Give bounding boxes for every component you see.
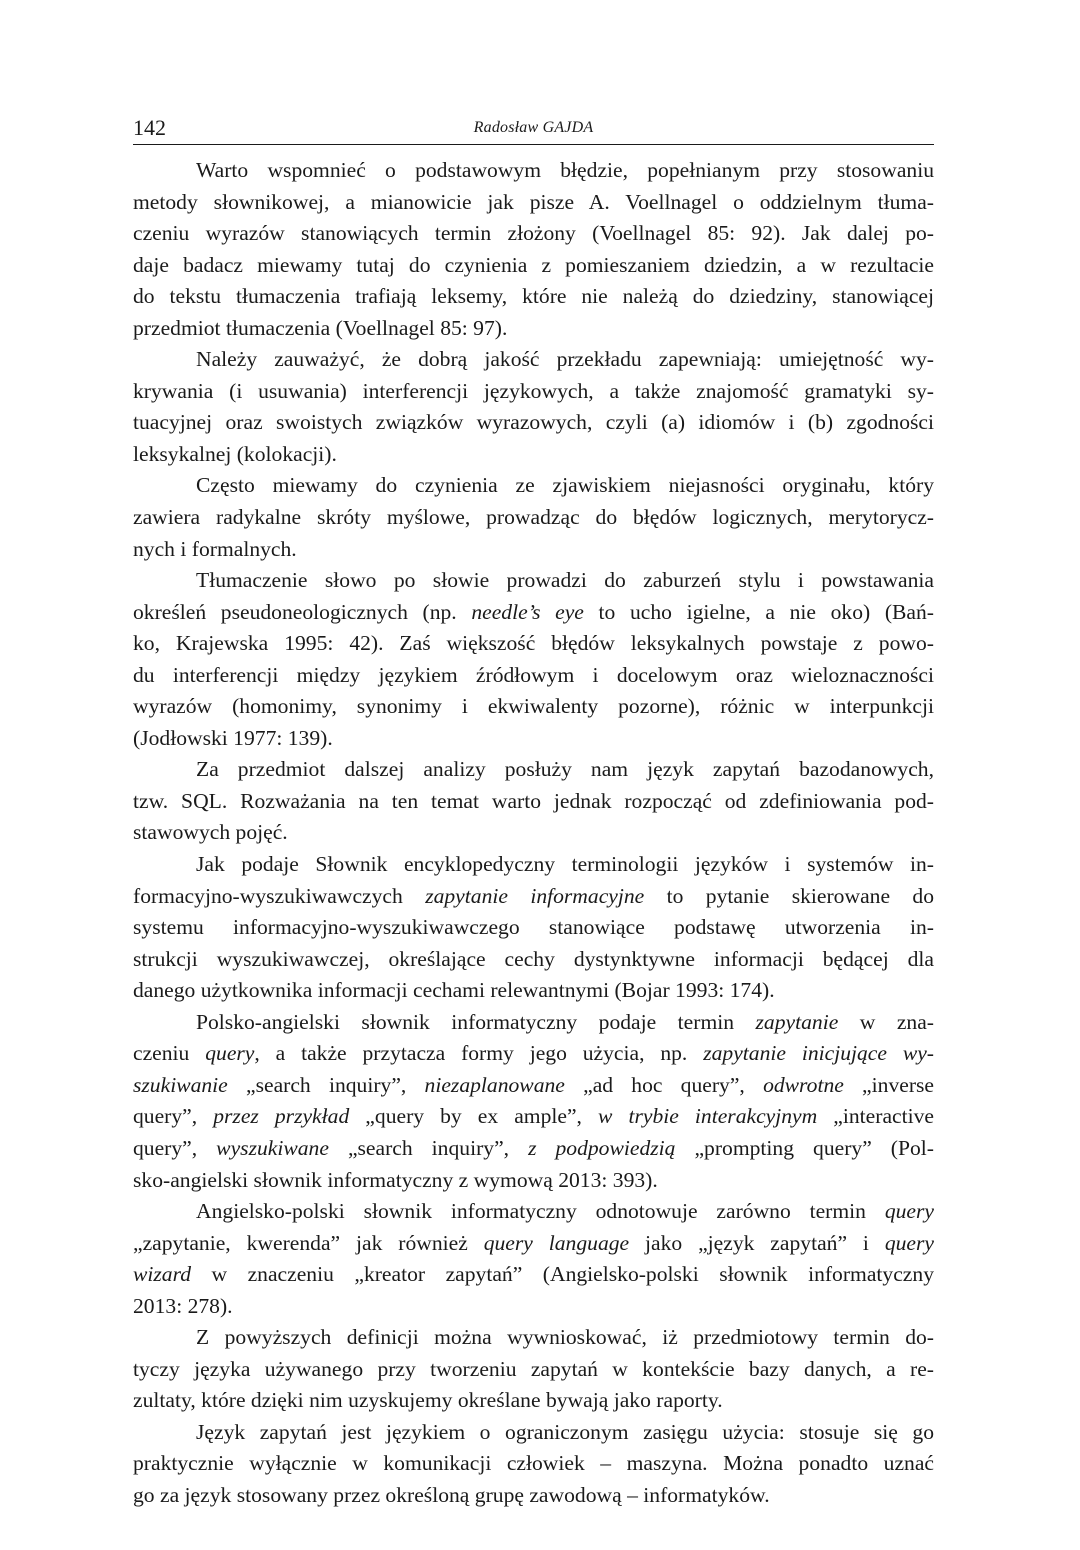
text-line [133, 1448, 934, 1480]
text-line [133, 881, 934, 913]
text-line [133, 1417, 934, 1449]
text-run: praktycznie wyłącznie w komunikacji człowiek – maszyna. Można ponadto uznać [133, 1451, 934, 1476]
text-line [133, 1165, 934, 1197]
text-line [133, 1385, 934, 1417]
text-run: to pytanie skierowane do [644, 883, 934, 908]
body-text [133, 155, 934, 1512]
text-line [133, 407, 934, 439]
text-run: „interactive [817, 1104, 934, 1129]
page-number: 142 [133, 115, 166, 140]
italic-term: w trybie interakcyjnym [598, 1104, 818, 1129]
text-run: 2013: 278). [133, 1293, 233, 1318]
text-run: „zapytanie, kwerenda” jak również [133, 1230, 484, 1255]
text-run: query”, [133, 1135, 217, 1160]
text-run: Tłumaczenie słowo po słowie prowadzi do zaburzeń stylu i powstawania [196, 568, 934, 593]
text-run: Za przedmiot dalszej analizy posłuży nam język zapytań bazodanowych, [196, 757, 934, 782]
text-run: nych i formalnych. [133, 536, 297, 561]
italic-term: szukiwanie [133, 1072, 228, 1097]
italic-term: query [205, 1041, 255, 1066]
text-run: „query by ex ample”, [349, 1104, 599, 1129]
text-run: stawowych pojęć. [133, 820, 288, 845]
italic-term: przez przykład [213, 1104, 350, 1129]
italic-term: zapytanie inicjujące wy- [703, 1041, 935, 1066]
text-line [133, 691, 934, 723]
italic-term: zapytanie [755, 1009, 839, 1034]
italic-term: niezaplanowane [424, 1072, 565, 1097]
text-run: Angielsko-polski słownik informatyczny odnotowuje zarówno termin [196, 1199, 885, 1224]
paragraph [133, 1196, 934, 1322]
text-run: czeniu wyrazów stanowiących termin złożony (Voellnagel 85: 92). Jak dalej po- [133, 221, 934, 246]
paragraph [133, 565, 934, 754]
text-run: daje badacz miewamy tutaj do czynienia z pomieszaniem dziedzin, a w rezultacie [133, 252, 934, 277]
text-line [133, 849, 934, 881]
text-line [133, 628, 934, 660]
text-line [133, 534, 934, 566]
text-line [133, 1007, 934, 1039]
text-run: formacyjno-wyszukiwawczych [133, 883, 426, 908]
text-run: przedmiot tłumaczenia (Voellnagel 85: 97). [133, 315, 508, 340]
text-line [133, 1196, 934, 1228]
text-run: jako „język zapytań” i [629, 1230, 885, 1255]
text-run: tuacyjnej oraz swoistych związków wyrazowych, czyli (a) idiomów i (b) zgodności [133, 410, 934, 435]
paragraph [133, 344, 934, 470]
text-line [133, 1228, 934, 1260]
text-line [133, 1259, 934, 1291]
text-line [133, 155, 934, 187]
text-run: zultaty, które dzięki nim uzyskujemy określane bywają jako raporty. [133, 1388, 723, 1413]
text-line [133, 723, 934, 755]
text-run: ko, Krajewska 1995: 42). Zaś większość błędów leksykalnych powstaje z powo- [133, 631, 934, 656]
text-run: czeniu [133, 1041, 206, 1066]
text-line [133, 1354, 934, 1386]
text-line [133, 376, 934, 408]
text-line [133, 344, 934, 376]
text-line [133, 281, 934, 313]
text-line [133, 218, 934, 250]
text-line [133, 502, 934, 534]
text-line [133, 817, 934, 849]
paragraph [133, 470, 934, 565]
text-run: sko-angielski słownik informatyczny z wymową 2013: 393). [133, 1167, 658, 1192]
text-run: Jak podaje Słownik encyklopedyczny terminologii języków i systemów in- [196, 852, 934, 877]
text-run: „search inquiry”, [328, 1135, 529, 1160]
text-run: tzw. SQL. Rozważania na ten temat warto jednak rozpocząć od zdefiniowania pod- [133, 788, 934, 813]
text-line [133, 250, 934, 282]
text-run: metody słownikowej, a mianowicie jak pisze A. Voellnagel o oddzielnym tłuma- [133, 189, 934, 214]
text-run: du interferencji między językiem źródłowym i docelowym oraz wieloznaczności [133, 662, 934, 687]
text-run: danego użytkownika informacji cechami relewantnymi (Bojar 1993: 174). [133, 978, 775, 1003]
text-run: zawiera radykalne skróty myślowe, prowadząc do błędów logicznych, merytorycz- [133, 505, 934, 530]
italic-term: zapytanie informacyjne [425, 883, 645, 908]
italic-term: z podpowiedzią [528, 1135, 676, 1160]
text-run: „search inquiry”, [227, 1072, 425, 1097]
text-line [133, 439, 934, 471]
paragraph [133, 1007, 934, 1196]
text-run: , a także przytacza formy jego użycia, np. [254, 1041, 704, 1066]
text-run: systemu informacyjno-wyszukiwawczego stanowiące podstawę utworzenia in- [133, 915, 934, 940]
text-line [133, 1101, 934, 1133]
text-line [133, 660, 934, 692]
text-run: to ucho igielne, a nie oko) (Bań- [583, 599, 934, 624]
text-run: wyrazów (homonimy, synonimy i ekwiwalenty pozorne), różnic w interpunkcji [133, 694, 934, 719]
paragraph [133, 155, 934, 344]
text-run: Należy zauważyć, że dobrą jakość przekładu zapewniają: umiejętność wy- [196, 347, 934, 372]
text-run: Polsko-angielski słownik informatyczny podaje termin [196, 1009, 756, 1034]
italic-term: wyszukiwane [216, 1135, 329, 1160]
running-head [133, 114, 934, 145]
text-line [133, 786, 934, 818]
paragraph [133, 1322, 934, 1417]
italic-term: odwrotne [763, 1072, 844, 1097]
text-line [133, 1480, 934, 1512]
text-run: w znaczeniu „kreator zapytań” (Angielsko-polski słownik informatyczny [191, 1262, 934, 1287]
text-line [133, 912, 934, 944]
text-run: określeń pseudoneologicznych (np. [133, 599, 472, 624]
text-line [133, 754, 934, 786]
text-line [133, 187, 934, 219]
text-line [133, 565, 934, 597]
text-run: „ad hoc query”, [564, 1072, 764, 1097]
text-line [133, 975, 934, 1007]
text-run: leksykalnej (kolokacji). [133, 441, 337, 466]
text-run: (Jodłowski 1977: 139). [133, 725, 333, 750]
text-run: query”, [133, 1104, 214, 1129]
text-run: „prompting query” (Pol- [675, 1135, 934, 1160]
paragraph [133, 1417, 934, 1512]
italic-term: query language [483, 1230, 630, 1255]
text-line [133, 313, 934, 345]
text-run: Warto wspomnieć o podstawowym błędzie, popełnianym przy stosowaniu [196, 158, 934, 182]
text-run: w zna- [838, 1009, 934, 1034]
running-head-author: Radosław GAJDA [473, 119, 594, 136]
text-line [133, 1133, 934, 1165]
text-line [133, 1322, 934, 1354]
italic-term: query [884, 1230, 934, 1255]
text-run: „inverse [843, 1072, 935, 1097]
text-run: Język zapytań jest językiem o ograniczonym zasięgu użycia: stosuje się go [196, 1419, 934, 1444]
text-run: Z powyższych definicji można wywnioskować, iż przedmiotowy termin do- [196, 1325, 934, 1350]
text-run: strukcji wyszukiwawczej, określające cechy dystynktywne informacji będącej dla [133, 946, 934, 971]
text-run: do tekstu tłumaczenia trafiają leksemy, które nie należą do dziedziny, stanowiącej [133, 284, 934, 309]
paragraph [133, 849, 934, 1007]
text-line [133, 1038, 934, 1070]
text-run: tyczy języka używanego przy tworzeniu zapytań w kontekście bazy danych, a re- [133, 1356, 934, 1381]
italic-term: query [884, 1199, 934, 1224]
text-run: krywania (i usuwania) interferencji językowych, a także znajomość gramatyki sy- [133, 378, 934, 403]
text-line [133, 597, 934, 629]
text-line [133, 1070, 934, 1102]
text-run: Często miewamy do czynienia ze zjawiskiem niejasności oryginału, który [196, 473, 934, 498]
italic-term: needle’s eye [471, 599, 584, 624]
text-run: go za język stosowany przez określoną grupę zawodową – informatyków. [133, 1482, 770, 1507]
paragraph [133, 754, 934, 849]
text-line [133, 1291, 934, 1323]
text-line [133, 944, 934, 976]
italic-term: wizard [133, 1262, 192, 1287]
text-line [133, 470, 934, 502]
